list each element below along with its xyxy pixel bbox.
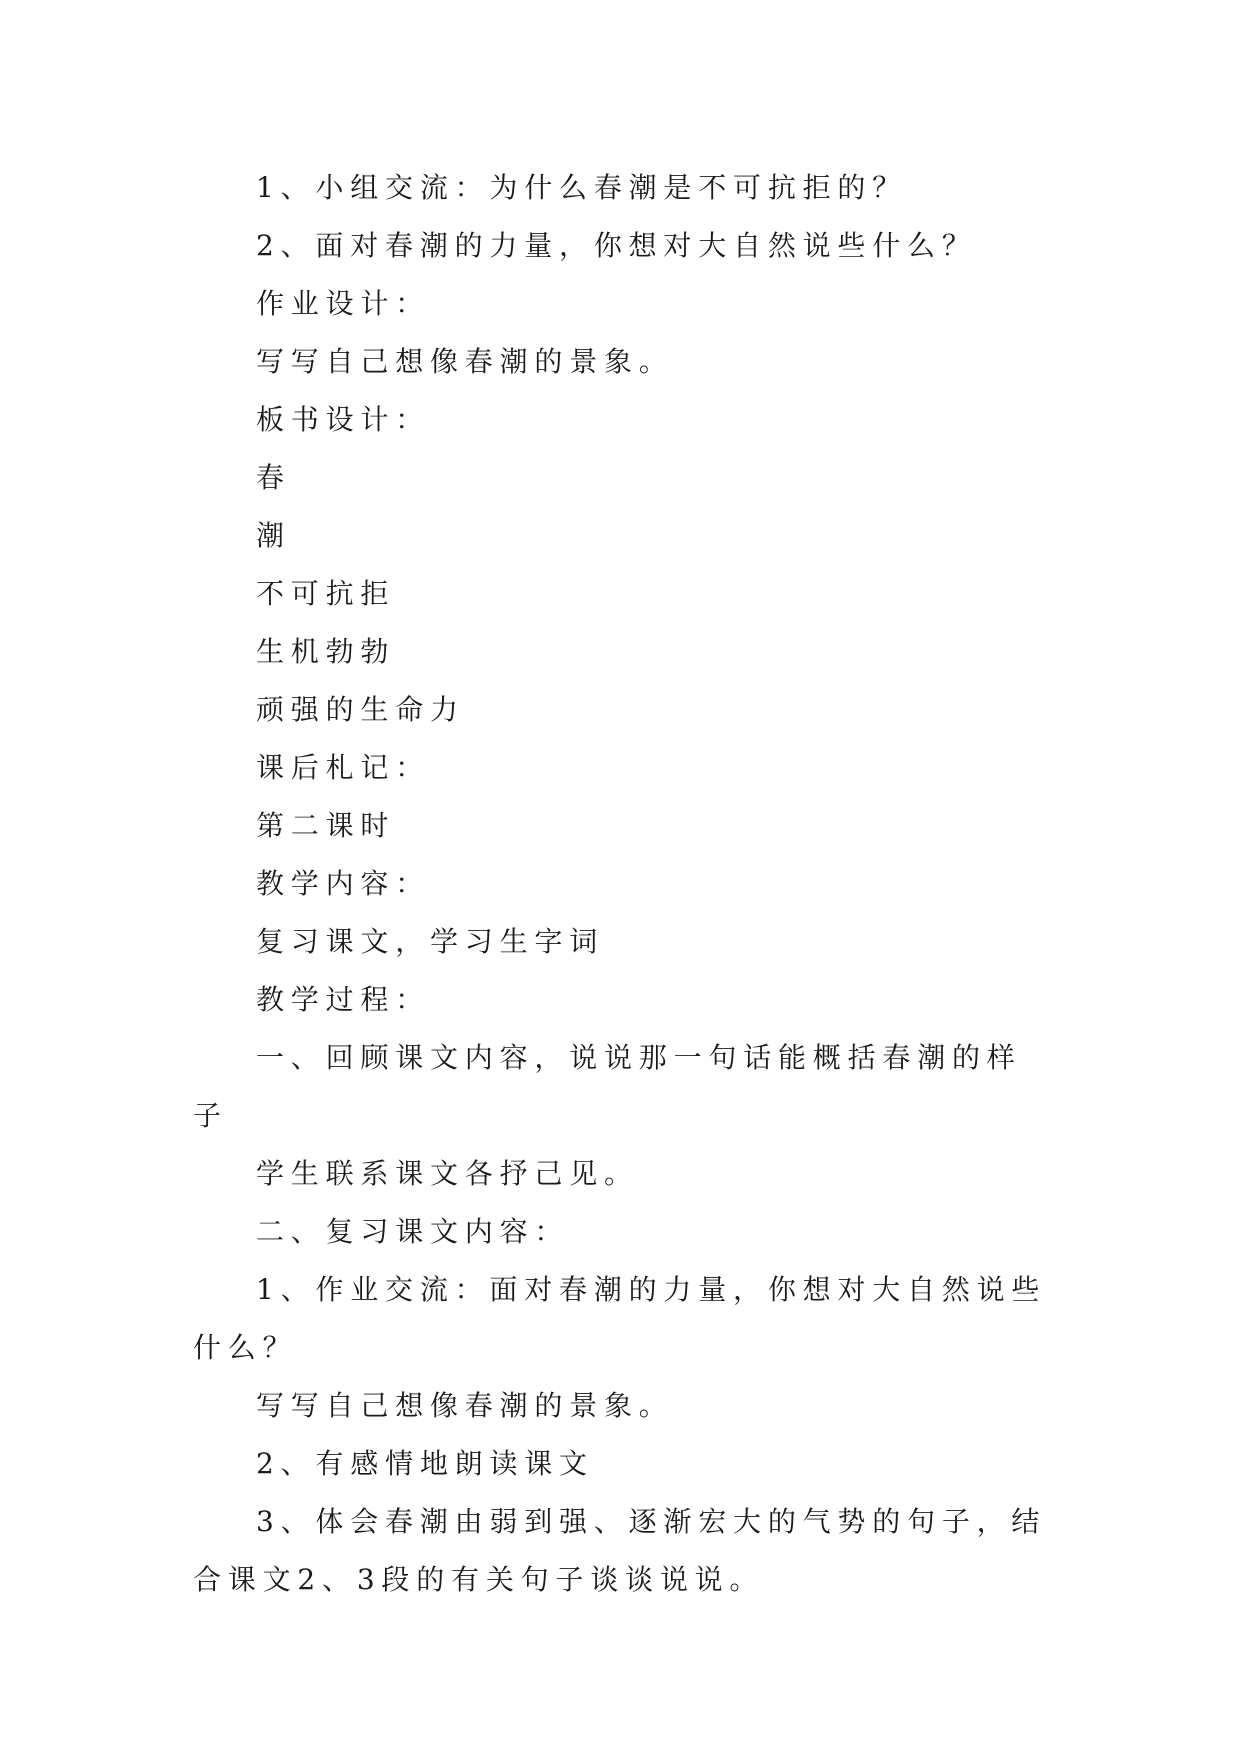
paragraph-board-design-heading: 板书设计： — [256, 403, 431, 436]
paragraph-board-vitality: 生机勃勃 — [256, 635, 396, 668]
paragraph-face-spring-tide: 2、面对春潮的力量，你想对大自然说些什么？ — [256, 229, 977, 262]
paragraph-board-tide: 潮 — [256, 519, 291, 552]
document-body — [193, 159, 1055, 1609]
paragraph-students-discuss: 学生联系课文各抒己见。 — [256, 1157, 639, 1190]
paragraph-teaching-content-heading: 教学内容： — [256, 867, 431, 900]
paragraph-teaching-process-heading: 教学过程： — [256, 983, 431, 1016]
paragraph-teaching-content: 复习课文，学习生字词 — [256, 925, 605, 958]
paragraph-homework-task: 写写自己想像春潮的景象。 — [256, 345, 674, 378]
paragraph-board-spring: 春 — [256, 461, 291, 494]
paragraph-homework-task-repeat: 写写自己想像春潮的景象。 — [256, 1389, 674, 1422]
paragraph-after-class-notes: 课后札记： — [256, 751, 431, 784]
paragraph-board-tenacious-life: 顽强的生命力 — [256, 693, 465, 726]
paragraph-review-step-two: 二、复习课文内容： — [256, 1215, 570, 1248]
paragraph-homework-exchange: 1、作业交流：面对春潮的力量，你想对大自然说些什么？ — [193, 1273, 1047, 1364]
paragraph-second-lesson: 第二课时 — [256, 809, 396, 842]
paragraph-experience-momentum: 3、体会春潮由弱到强、逐渐宏大的气势的句子，结合课文2、3段的有关句子谈谈说说。 — [193, 1505, 1047, 1596]
paragraph-read-aloud: 2、有感情地朗读课文 — [256, 1447, 594, 1480]
paragraph-board-irresistible: 不可抗拒 — [256, 577, 396, 610]
paragraph-group-discussion: 1、小组交流：为什么春潮是不可抗拒的？ — [256, 171, 908, 204]
paragraph-review-step-one: 一、回顾课文内容，说说那一句话能概括春潮的样子 — [193, 1041, 1022, 1132]
paragraph-homework-heading: 作业设计： — [256, 287, 431, 320]
